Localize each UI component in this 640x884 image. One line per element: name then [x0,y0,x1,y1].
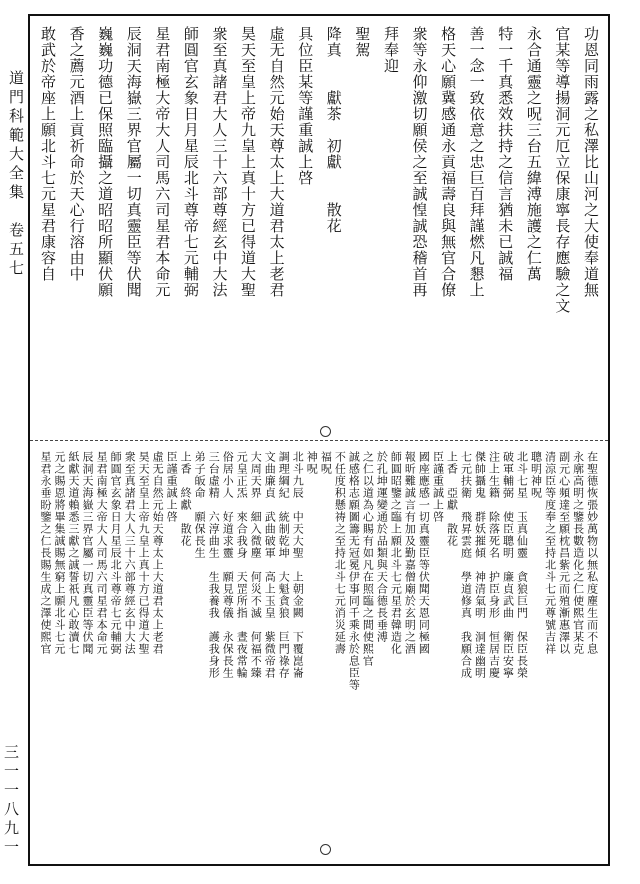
text-column: 格天心願冀感通永貢福壽良與無官合僚 [439,26,458,298]
text-column: 俗居小人 好道求靈 願見尊儀 永保長生 [221,451,235,679]
text-column: 特一千真悉效扶持之信言猶未已誠福 [496,26,515,282]
text-column: 衆等永仰激切願侯之至誠惶誠恐稽首再 [410,26,429,298]
text-column: 聖駕 [353,26,372,58]
text-column: 昊天至皇上帝九皇上真十方已得道大聖 [239,26,258,298]
text-column: 元皇正炁 來合我身 天罡所指 晝夜常輪 [235,451,249,679]
text-column: 三台虛精 六淳曲生 生我養我 護我身形 [207,451,221,679]
text-column: 清涼臣等度奉之至持北斗七元尊號吉祥 [543,451,557,655]
spine [0,14,28,866]
upper-panel [30,16,608,440]
text-column: 虛无自然元始天尊太上大道君太上老君 [267,26,286,298]
text-column: 注上生籍 除落死名 护臣身形 恒居吉慶 [487,451,501,679]
text-column: 紙獻天道賴悉三獻之誠誓祇凡心敢瀆七 [67,451,81,655]
text-column: 辰洞天海嶽三界官屬一切真靈臣等伏聞 [124,26,143,298]
text-column: 弟子皈命 願保長生 [193,451,207,559]
text-column: 在聖德恢張妙萬物以無私度塵生而不息 [585,451,599,655]
text-column: 上香 終獻 散花 [179,451,193,547]
circle-mark-icon [320,426,331,437]
text-column: 永合通靈之呪三台五緯溥施護之仁萬 [524,26,543,282]
circle-mark-icon [320,844,331,855]
text-column: 師圓官玄象日月星辰北斗尊帝七元輔弼 [109,451,123,655]
text-column: 神呪 [305,451,319,475]
text-column: 辰洞天海嶽三界官屬一切真靈臣等伏聞 [81,451,95,655]
text-column: 傑帥攝鬼 群妖摧傾 神清氣明 洞達幽明 [473,451,487,679]
text-column: 善一念一致依意之忠巨百拜謹燃凡懇上 [467,26,486,298]
text-column: 敢武於帝座上願北斗七元星君康容自 [39,26,57,282]
text-column: 元之賜恩將畢集誠賜無窮上願北斗七元 [53,451,67,655]
text-column: 星君南極大帝大人司馬六司星君本命元 [153,26,172,298]
text-column: 副元心頻達至願枕昌紫元而殖漸惠澤以 [557,451,571,655]
text-column: 虛无自然元始天尊太上大道君太上老君 [151,451,165,655]
text-column: 北斗九辰 中天大聖 上朝金闕 下覆崑崙 [291,451,305,679]
text-column: 星君永垂盼鑒之仁長賜生成之澤使熙官 [39,451,52,655]
text-column: 衆至真諸君大人三十六部尊經玄中大法 [123,451,137,655]
text-column: 拜奉迎 [381,26,400,74]
page-frame [28,14,610,866]
text-column: 國座應感一切真靈臣等伏聞天恩同極國 [417,451,431,655]
text-column: 福呪 [319,451,333,475]
text-column: 衆至真諸君大人三十六部尊經玄中大法 [210,26,229,298]
text-column: 香之薦元酒上貢祈命於天心行溶由中 [67,26,86,282]
text-column: 昊天至皇上帝九皇上真十方已得道大聖 [137,451,151,655]
text-column: 具位臣某等謹重誠上啓 [296,26,315,186]
text-column: 之仁以道為心賜有如凡在照臨之間使熙官 [361,451,375,667]
lower-panel [30,440,608,865]
text-column: 降真 獻茶 初獻 散花 [324,26,343,234]
text-column: 調理綱紀 統制乾坤 大魁貪狼 巨門祿存 [277,451,291,679]
text-column: 七元扶衛 飛昇雲庭 學道修真 我願合成 [459,451,473,679]
text-column: 文曲廉貞 武曲破軍 高上玉皇 紫微帝君 [263,451,277,679]
text-column: 臣謹重誠上啓 [431,451,445,523]
text-column: 星君南極大帝大人司馬六司星君本命元 [95,451,109,655]
text-column: 巍巍功德已保照臨攝之道昭昭所顯伏願 [96,26,115,298]
text-column: 官某等導揚洞元厄立保康寧長存應驗之文 [553,26,572,314]
text-column: 於孔坤運變通於品類與天合德長垂溥 [375,451,389,643]
text-column: 誠感格志願圖籌无冠冕伊事同千乘永於息臣等 [347,451,361,691]
text-column: 上香 亞獻 散花 [445,451,459,547]
page-number: 三一一八九一 [2,744,20,858]
upper-columns [40,26,598,430]
spine-title: 道門科範大全集 卷五七 [7,70,25,279]
text-column: 北斗七星 玉真仙靈 貪狼巨門 保臣長榮 [515,451,529,679]
text-column: 永廓高明之鑒長數造化之仁使熙官某克 [571,451,585,655]
text-column: 功恩同雨露之私澤比山河之大使奉道無 [581,26,600,298]
text-column: 師圓昭鑒之臨上願北斗七元星君韓造化 [389,451,403,655]
text-column: 師圓官玄象日月星辰北斗尊帝七元輔弼 [181,26,200,298]
text-column: 不任度积懸祷之至持北斗七元消災延壽 [333,451,347,655]
text-column: 報昕難誠言有加及勤嘉僧廟於玄明之酒 [403,451,417,655]
text-column: 大周天界 細入微塵 何災不滅 何福不臻 [249,451,263,679]
text-column: 臣謹重誠上啓 [165,451,179,523]
text-column: 聰明神呪 [529,451,543,499]
text-column: 破軍輔弼 使臣聰明 廉貞武曲 衛臣安寧 [501,451,515,679]
lower-columns [40,451,598,855]
